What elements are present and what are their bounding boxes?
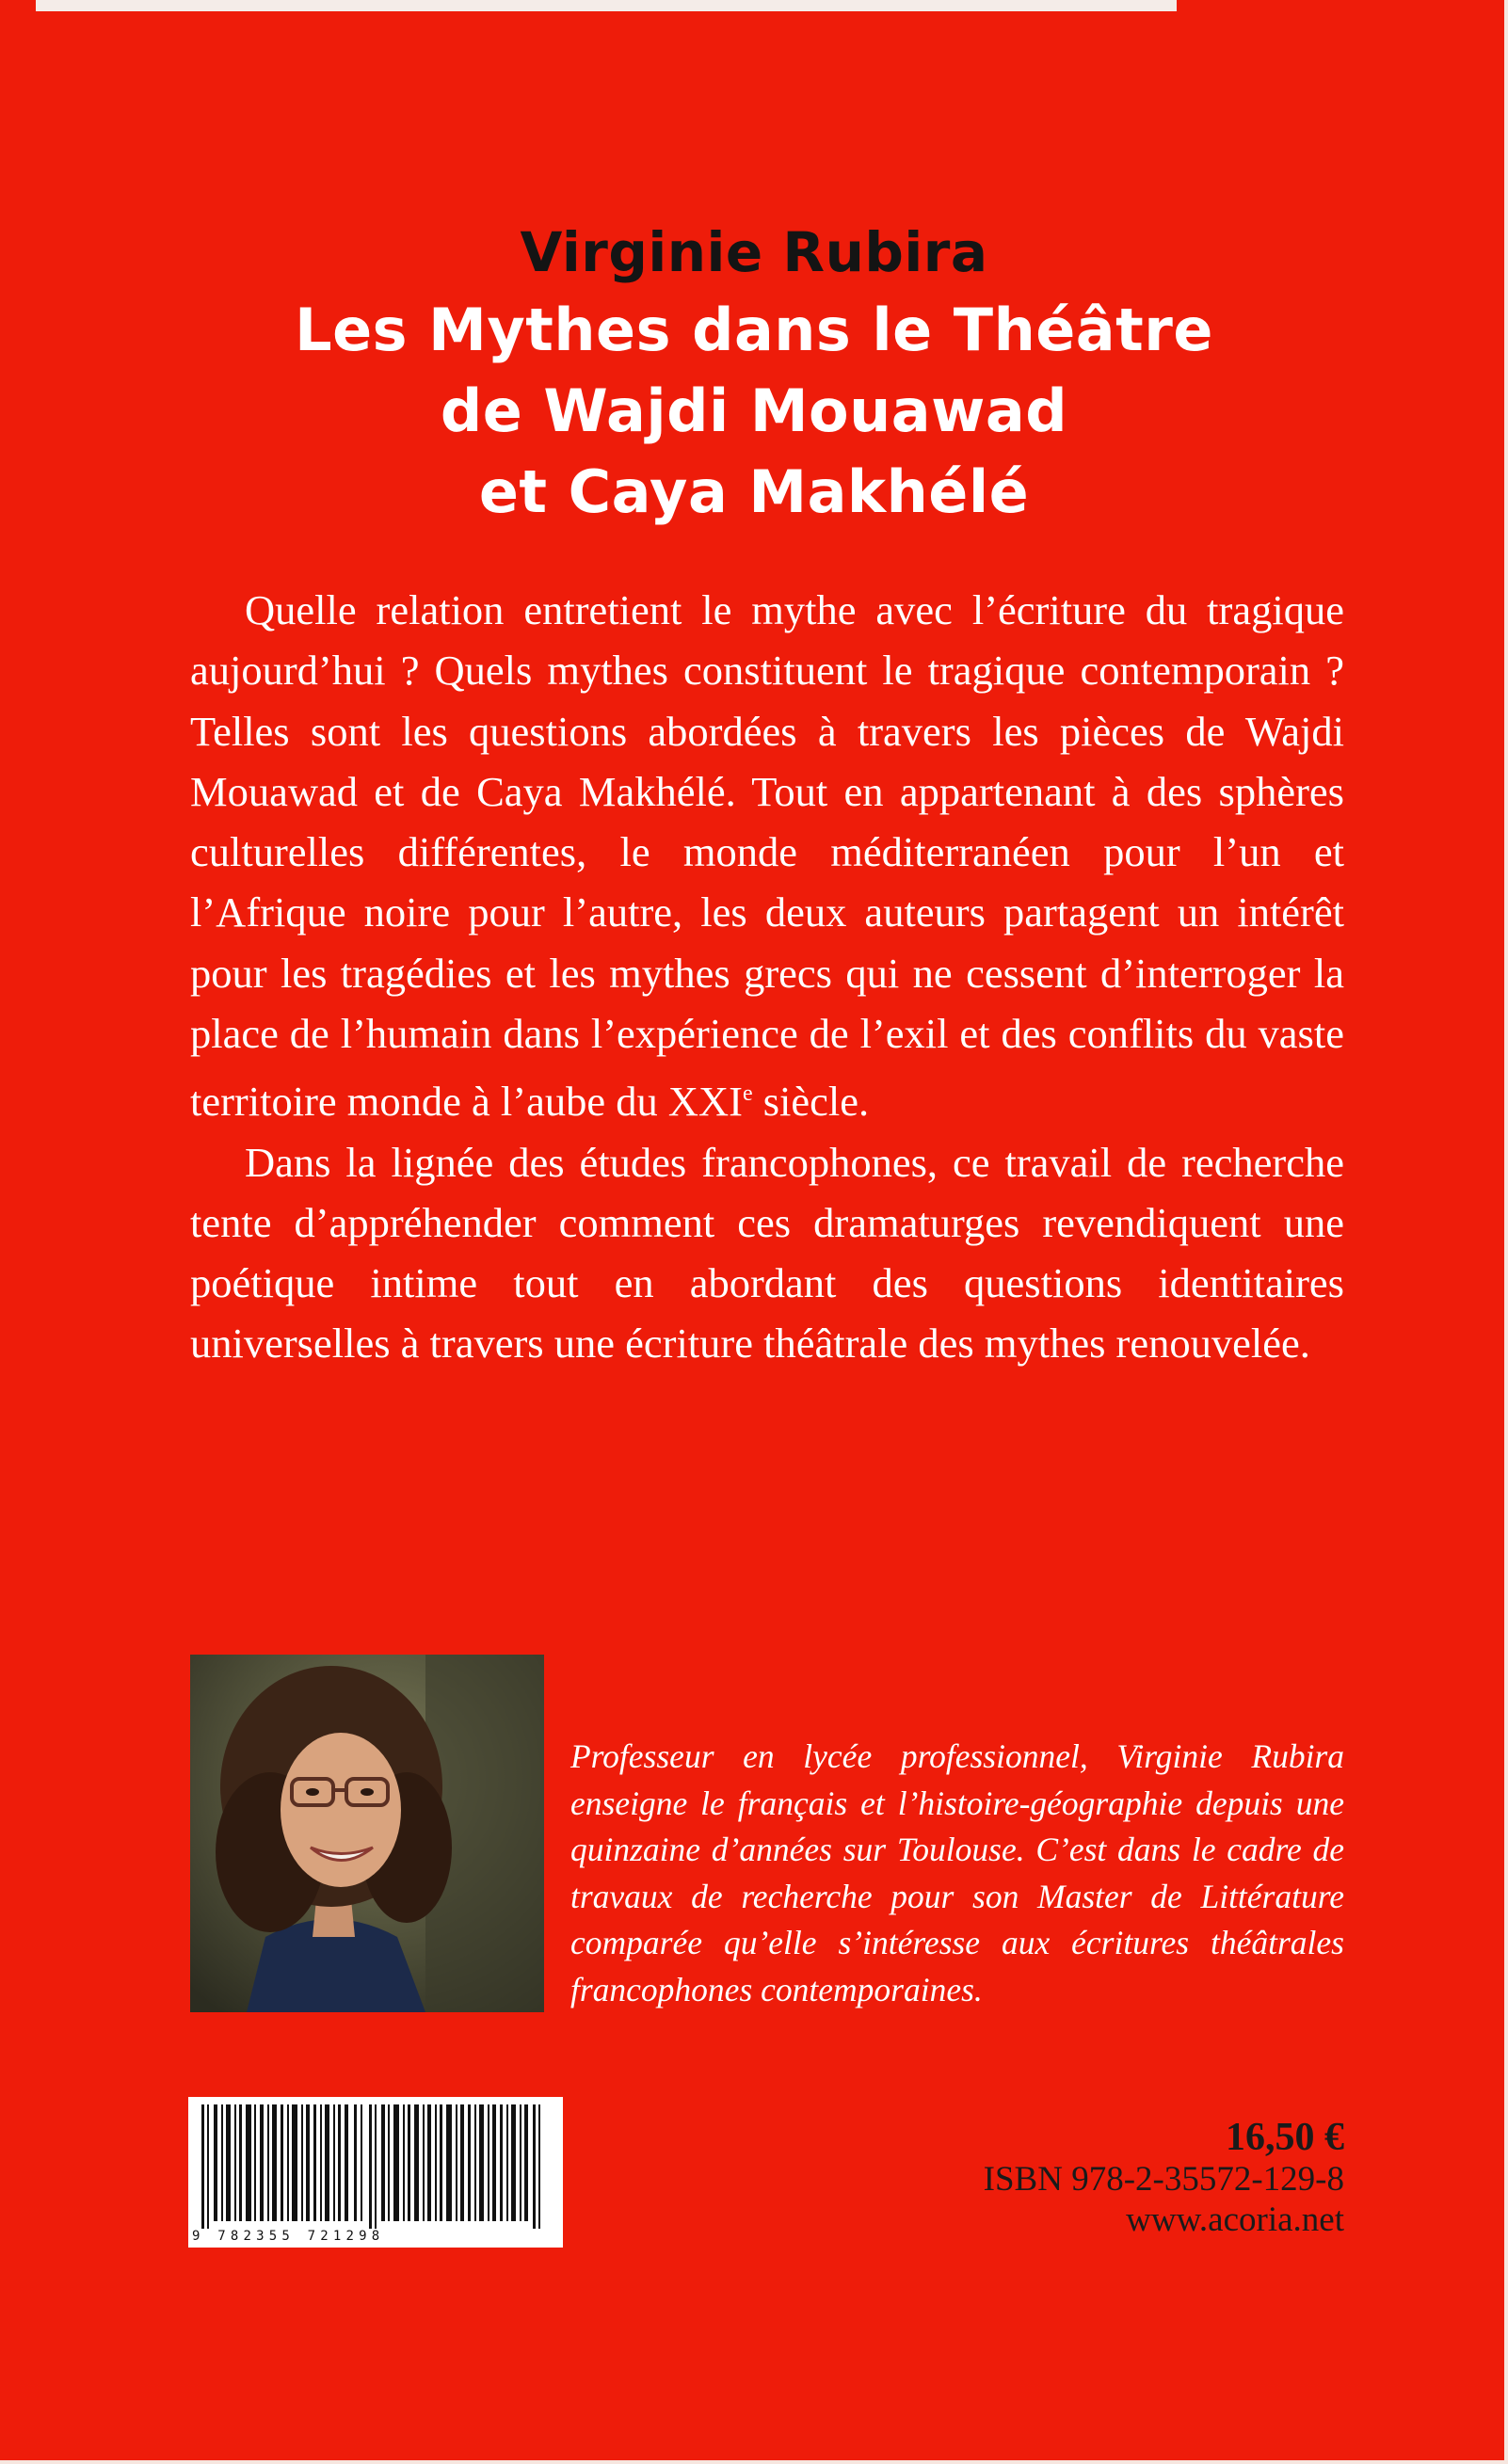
blurb-paragraph-1 (190, 580, 1344, 1132)
book-title-line-1: Les Mythes dans le Théâtre (295, 296, 1213, 364)
author-biography: Professeur en lycée professionnel, Virginie Rubira enseigne le français et l’histoire-géographie depuis une quinzaine d’années sur Toulouse. C’est dans le cadre de travaux de recherche pour son Master de Littérature comparée qu’elle s’intéresse aux écritures théâtrales francophones contemporaines. (570, 1737, 1344, 2008)
book-title-line-3: et Caya Makhélé (478, 457, 1030, 526)
isbn-number: ISBN 978-2-35572-129-8 (983, 2160, 1344, 2199)
barcode-icon (188, 2097, 563, 2248)
isbn-barcode (188, 2097, 563, 2248)
price: 16,50 € (1226, 2116, 1344, 2159)
blurb-paragraph-1-text: Quelle relation entretient le mythe avec l’écriture du tragique aujourd’hui ? Quels mythes constituent le tragique contemporain ? Telles sont les questions abordées à travers les pièces de Wajdi Mouawad et de Caya Makhélé. Tout en appartenant à des sphères culturelles différentes, le monde méditerranéen pour l’un et l’Afrique noire pour l’autre, les deux auteurs partagent un intérêt pour les tragédies et les mythes grecs qui ne cessent d’interroger la place de l’humain dans l’expérience de l’exil et des conflits du vaste territoire monde à l’aube du (190, 586, 1344, 1126)
book-blurb (190, 580, 1344, 1374)
publisher-website: www.acoria.net (1126, 2200, 1344, 2239)
century-superscript: e (742, 1081, 753, 1107)
author-portrait-image (190, 1655, 544, 2012)
blurb-paragraph-2: Dans la lignée des études francophones, ce travail de recherche tente d’appréhender comment ces dramaturges revendiquent une poétique intime tout en abordant des questions identitaires universelles à travers une écriture théâtrale des mythes renouvelée. (190, 1138, 1344, 1368)
top-edge-strip (36, 0, 1177, 11)
price-block (847, 2116, 1344, 2240)
century-numeral: XXI (667, 1078, 743, 1126)
author-photo (190, 1655, 544, 2012)
barcode-digits: 9 782355 721298 (192, 2229, 559, 2244)
blurb-paragraph-1-end: siècle. (752, 1078, 870, 1126)
cover-header (0, 215, 1508, 533)
author-name: Virginie Rubira (520, 220, 988, 284)
book-title-line-2: de Wajdi Mouawad (440, 376, 1068, 445)
